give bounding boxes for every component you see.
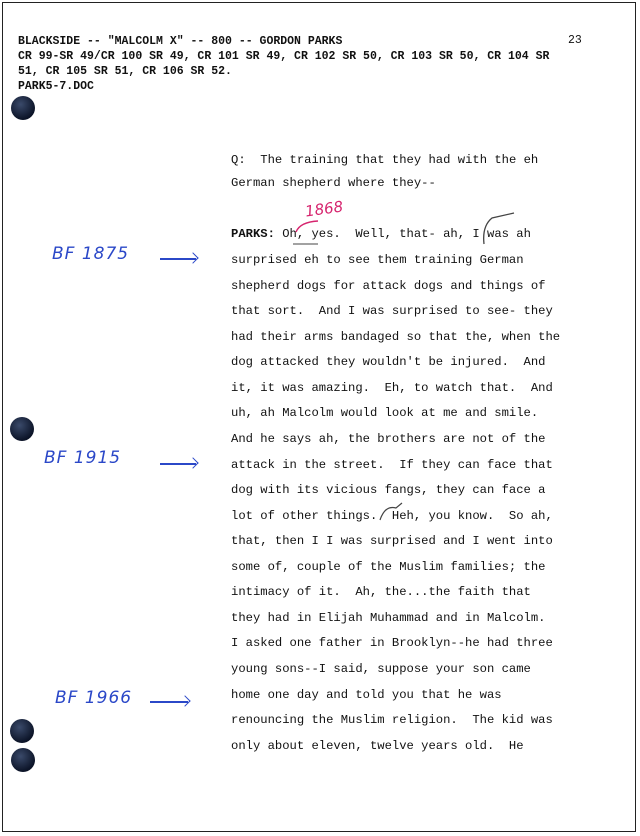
answer-line: only about eleven, twelve years old. He xyxy=(231,739,524,753)
answer-line: they had in Elijah Muhammad and in Malcolm. xyxy=(231,611,546,625)
question-text-1: The training that they had with the eh xyxy=(260,153,539,167)
header-reels-line-2: 51, CR 105 SR 51, CR 106 SR 52. xyxy=(18,65,232,78)
handwritten-timecode: 1868 xyxy=(303,197,345,221)
answer-line: lot of other things. Heh, you know. So ah, xyxy=(231,509,553,523)
answer-line: dog attacked they wouldn't be injured. And xyxy=(231,355,546,369)
answer-line: it, it was amazing. Eh, to watch that. And xyxy=(231,381,553,395)
answer-text: Oh, yes. Well, that- ah, I was ah xyxy=(282,227,531,241)
answer-line: that, then I I was surprised and I went into xyxy=(231,534,553,548)
header-title: BLACKSIDE -- "MALCOLM X" -- 800 -- GORDON PARKS xyxy=(18,35,343,48)
answer-line: shepherd dogs for attack dogs and things of xyxy=(231,279,546,293)
timecode-bracket-mark xyxy=(296,221,318,232)
answer-line: I asked one father in Brooklyn--he had three xyxy=(231,636,553,650)
answer-line: home one day and told you that he was xyxy=(231,688,502,702)
answer-line: attack in the street. If they can face that xyxy=(231,458,553,472)
answer-line: that sort. And I was surprised to see- they xyxy=(231,304,553,318)
header-reels-line-1: CR 99-SR 49/CR 100 SR 49, CR 101 SR 49, CR 102 SR 50, CR 103 SR 50, CR 104 SR xyxy=(18,50,550,63)
answer-line: some of, couple of the Muslim families; the xyxy=(231,560,546,574)
handwritten-note-bf-1: BF 1875 xyxy=(52,244,130,264)
handwritten-note-bf-3: BF 1966 xyxy=(55,688,133,708)
speaker-label: PARKS: xyxy=(231,227,275,241)
answer-line: renouncing the Muslim religion. The kid was xyxy=(231,713,553,727)
answer-line: And he says ah, the brothers are not of the xyxy=(231,432,546,446)
answer-line: intimacy of it. Ah, the...the faith that xyxy=(231,585,531,599)
cut-mark-2 xyxy=(380,503,402,520)
answer-line: dog with its vicious fangs, they can face a xyxy=(231,483,546,497)
question-label: Q: xyxy=(231,153,246,167)
header-filename: PARK5-7.DOC xyxy=(18,80,94,93)
page-number: 23 xyxy=(568,34,582,47)
cut-mark-1 xyxy=(484,213,514,244)
question-text-2: German shepherd where they-- xyxy=(231,176,436,190)
answer-line: young sons--I said, suppose your son came xyxy=(231,662,531,676)
answer-line: surprised eh to see them training German xyxy=(231,253,524,267)
handwritten-note-bf-2: BF 1915 xyxy=(44,448,122,468)
answer-line: had their arms bandaged so that the, when the xyxy=(231,330,561,344)
answer-line: uh, ah Malcolm would look at me and smile. xyxy=(231,406,539,420)
